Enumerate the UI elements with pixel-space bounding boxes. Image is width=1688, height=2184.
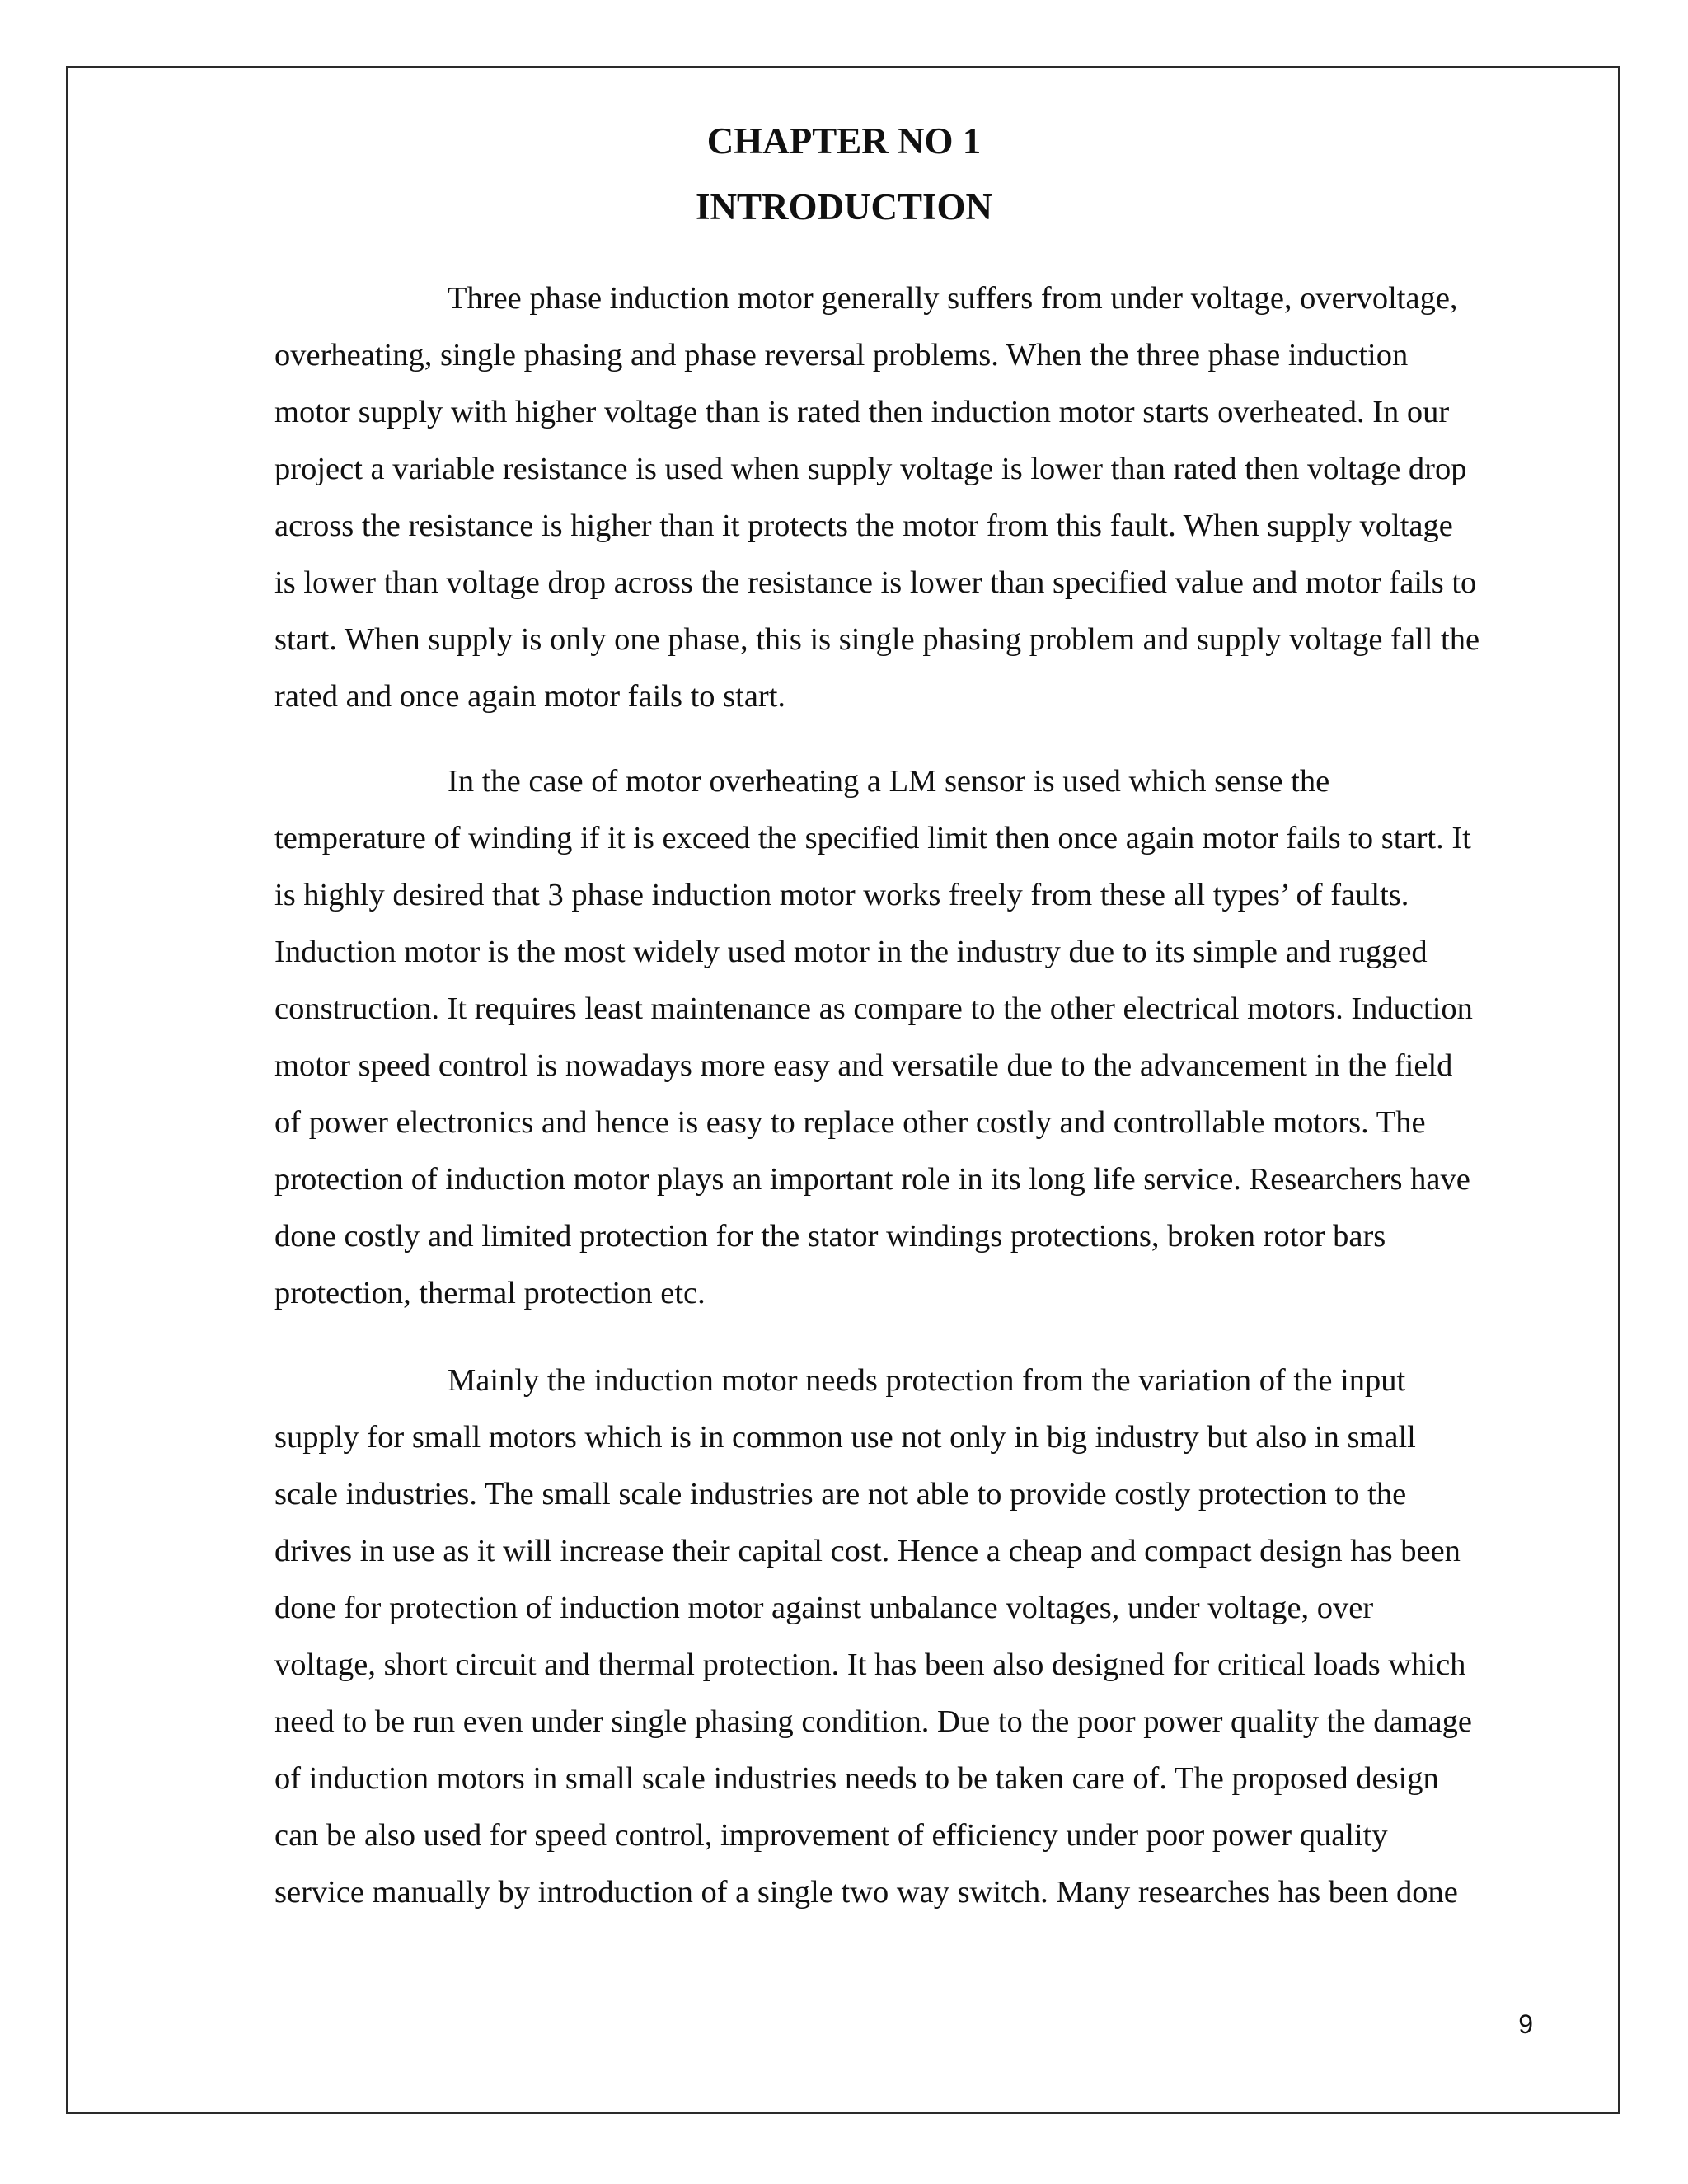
page-number: 9 [1518, 2009, 1533, 2039]
paragraph: Three phase induction motor generally suffers from under voltage, overvoltage, overheating, single phasing and phase reversal problems. When the three phase induction motor supply with higher voltage than is rated then induction motor starts overheated. In our project a variable resistance is used when supply voltage is lower than rated then voltage drop across the resistance is higher than it protects the motor from this fault. When supply voltage is lower than voltage drop across the resistance is lower than specified value and motor fails to start. When supply is only one phase, this is single phasing problem and supply voltage fall the rated and once again motor fails to start. [274, 281, 1480, 714]
chapter-title: CHAPTER NO 1 [706, 120, 982, 162]
section-title: INTRODUCTION [695, 186, 993, 227]
paragraph: In the case of motor overheating a LM sensor is used which sense the temperature of winding if it is exceed the specified limit then once again motor fails to start. It is highly desired that 3 phase induction motor works freely from these all types’ of faults. Induction motor is the most widely used motor in the industry due to its simple and rugged construction. It requires least maintenance as compare to the other electrical motors. Induction motor speed control is nowadays more easy and versatile due to the advancement in the field of power electronics and hence is easy to replace other costly and controllable motors. The protection of induction motor plays an important role in its long life service. Researchers have done costly and limited protection for the stator windings protections, broken rotor bars protection, thermal protection etc. [274, 764, 1473, 1310]
paragraph: Mainly the induction motor needs protection from the variation of the input supply for small motors which is in common use not only in big industry but also in small scale industries. The small scale industries are not able to provide costly protection to the drives in use as it will increase their capital cost. Hence a cheap and compact design has been done for protection of induction motor against unbalance voltages, under voltage, over voltage, short circuit and thermal protection. It has been also designed for critical loads which need to be run even under single phasing condition. Due to the poor power quality the damage of induction motors in small scale industries needs to be taken care of. The proposed design can be also used for speed control, improvement of efficiency under poor power quality service manually by introduction of a single two way switch. Many researches has been done [274, 1363, 1472, 1910]
